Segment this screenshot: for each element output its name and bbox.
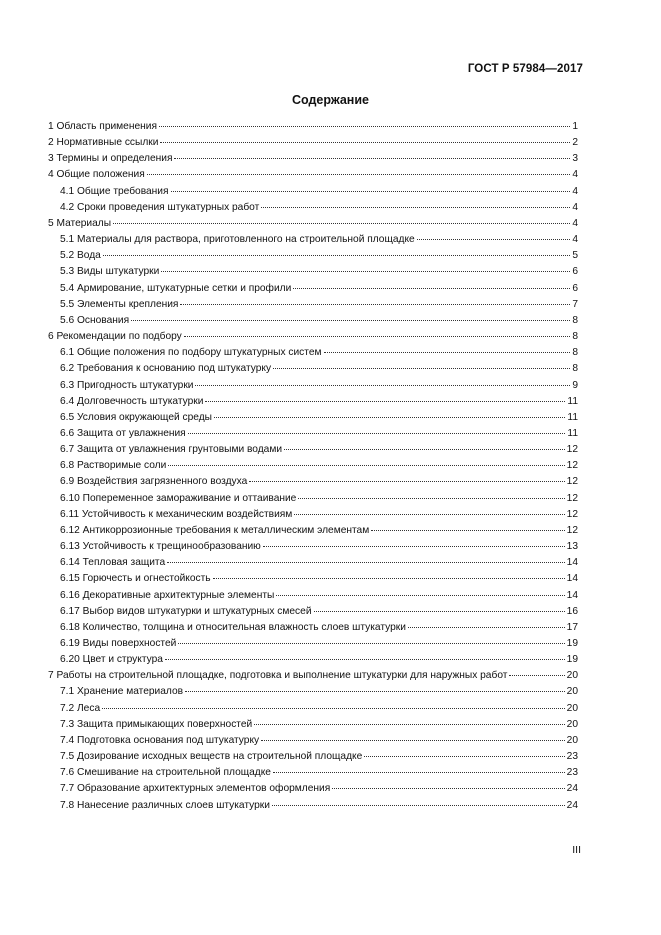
toc-entry-label: 1 Область применения: [48, 121, 157, 132]
toc-entry: [48, 119, 578, 135]
toc-entry-page: 23: [566, 767, 578, 779]
toc-dot-leader: [171, 190, 571, 192]
toc-entry-label: 6.16 Декоративные архитектурные элементы: [60, 589, 275, 601]
toc-entry: [48, 717, 578, 733]
toc-dot-leader: [293, 287, 570, 289]
toc-dot-leader: [159, 125, 570, 127]
toc-entry-label: 6.4 Долговечность штукатурки: [60, 395, 204, 407]
toc-dot-leader: [102, 707, 565, 709]
toc-entry: [48, 620, 578, 636]
toc-entry-label: 6.7 Защита от увлажнения грунтовыми водами: [60, 444, 283, 456]
toc-entry: [48, 798, 578, 814]
toc-dot-leader: [185, 690, 565, 692]
toc-entry-label: 7.5 Дозирование исходных веществ на строительной площадке: [60, 751, 363, 763]
toc-dot-leader: [188, 432, 566, 434]
toc-entry: [48, 474, 578, 490]
toc-entry: [48, 394, 578, 410]
page-number: III: [572, 844, 581, 856]
toc-entry: [48, 507, 578, 523]
toc-entry-label: 6.14 Тепловая защита: [60, 557, 166, 569]
toc-entry: [48, 313, 578, 329]
toc-dot-leader: [509, 674, 564, 676]
toc-dot-leader: [113, 222, 570, 224]
toc-entry-page: 5: [572, 250, 578, 262]
toc-entry-label: 6.9 Воздействия загрязненного воздуха: [60, 476, 248, 488]
toc-dot-leader: [261, 206, 570, 208]
toc-dot-leader: [284, 448, 565, 450]
toc-entry: [48, 329, 578, 345]
toc-entry-label: 4.2 Сроки проведения штукатурных работ: [60, 201, 260, 213]
toc-entry-page: 4: [572, 234, 578, 246]
toc-entry-label: 7.1 Хранение материалов: [60, 686, 184, 698]
toc-entry-page: 20: [566, 686, 578, 698]
toc-entry-page: 20: [566, 702, 578, 714]
toc-entry-page: 20: [566, 734, 578, 746]
toc-entry: [48, 378, 578, 394]
toc-entry-page: 24: [566, 783, 578, 795]
toc-entry: [48, 410, 578, 426]
toc-entry-page: 4: [572, 185, 578, 197]
toc-entry: [48, 684, 578, 700]
toc-entry: [48, 135, 578, 151]
toc-entry-page: 13: [566, 541, 578, 553]
toc-dot-leader: [417, 238, 571, 240]
toc-entry-label: 7.6 Смешивание на строительной площадке: [60, 767, 271, 779]
toc-entry-page: 14: [566, 557, 578, 569]
toc-entry: [48, 281, 578, 297]
toc-entry: [48, 458, 578, 474]
toc-entry-label: 5.5 Элементы крепления: [60, 298, 179, 310]
toc-entry-page: 14: [566, 573, 578, 585]
toc-dot-leader: [272, 804, 565, 806]
toc-dot-leader: [332, 787, 564, 789]
toc-entry-label: 4 Общие положения: [48, 169, 145, 181]
toc-entry-label: 7.8 Нанесение различных слоев штукатурки: [60, 799, 270, 811]
toc-dot-leader: [298, 497, 564, 499]
toc-entry: [48, 765, 578, 781]
toc-dot-leader: [195, 384, 570, 386]
toc-entry-label: 5 Материалы: [48, 217, 112, 229]
toc-entry-label: 6.20 Цвет и структура: [60, 654, 163, 666]
toc-entry-label: 6.3 Пригодность штукатурки: [60, 379, 194, 391]
document-code: ГОСТ Р 57984—2017: [467, 63, 583, 75]
toc-entry-page: 12: [566, 508, 578, 520]
toc-entry-label: 6.17 Выбор видов штукатурки и штукатурных смесей: [60, 605, 312, 617]
toc-entry: [48, 571, 578, 587]
toc-dot-leader: [161, 270, 570, 272]
table-of-contents: [48, 119, 578, 814]
toc-entry-label: 6.11 Устойчивость к механическим воздействиям: [60, 508, 293, 520]
toc-entry: [48, 491, 578, 507]
toc-entry-page: 3: [572, 153, 578, 165]
toc-dot-leader: [147, 173, 571, 175]
toc-entry-page: 4: [572, 169, 578, 181]
toc-dot-leader: [273, 771, 565, 773]
toc-entry: [48, 297, 578, 313]
toc-entry: [48, 264, 578, 280]
toc-entry-page: 6: [572, 282, 578, 294]
toc-entry: [48, 701, 578, 717]
toc-dot-leader: [263, 545, 565, 547]
toc-entry-label: 3 Термины и определения: [48, 153, 173, 165]
toc-entry-label: 5.4 Армирование, штукатурные сетки и профили: [60, 282, 292, 294]
toc-entry-label: 6.18 Количество, толщина и относительная влажность слоев штукатурки: [60, 621, 406, 633]
toc-entry-label: 6.10 Попеременное замораживание и оттаивание: [60, 492, 297, 504]
toc-dot-leader: [261, 739, 565, 741]
page-title: Содержание: [291, 93, 369, 107]
toc-entry: [48, 668, 578, 684]
toc-entry: [48, 733, 578, 749]
toc-dot-leader: [168, 464, 564, 466]
toc-entry-page: 8: [572, 331, 578, 343]
toc-entry-page: 20: [566, 718, 578, 730]
toc-entry-page: 14: [566, 589, 578, 601]
toc-entry-label: 5.6 Основания: [60, 314, 130, 326]
toc-dot-leader: [276, 594, 564, 596]
toc-entry-page: 2: [572, 137, 578, 149]
toc-entry-label: 6.19 Виды поверхностей: [60, 638, 177, 649]
toc-entry: [48, 442, 578, 458]
toc-entry: [48, 555, 578, 571]
toc-dot-leader: [184, 335, 571, 337]
toc-entry-page: 12: [566, 476, 578, 488]
toc-entry-page: 9: [572, 379, 578, 391]
toc-entry: [48, 749, 578, 765]
toc-dot-leader: [249, 480, 564, 482]
toc-entry-label: 6.6 Защита от увлажнения: [60, 427, 186, 439]
toc-entry: [48, 426, 578, 442]
toc-entry-label: 6 Рекомендации по подбору: [48, 331, 182, 343]
toc-entry: [48, 167, 578, 183]
toc-entry-page: 11: [567, 411, 578, 423]
toc-entry: [48, 248, 578, 264]
toc-entry-label: 6.2 Требования к основанию под штукатурку: [60, 363, 272, 375]
toc-dot-leader: [314, 610, 565, 612]
toc-dot-leader: [213, 577, 565, 579]
toc-dot-leader: [371, 529, 564, 531]
toc-dot-leader: [131, 319, 570, 321]
toc-entry-label: 2 Нормативные ссылки: [48, 137, 159, 149]
toc-entry: [48, 216, 578, 232]
toc-entry-page: 24: [566, 799, 578, 811]
toc-entry: [48, 200, 578, 216]
toc-dot-leader: [103, 254, 570, 256]
toc-entry-label: 5.1 Материалы для раствора, приготовленного на строительной площадке: [60, 234, 415, 246]
toc-entry: [48, 184, 578, 200]
toc-entry: [48, 523, 578, 539]
toc-entry-page: 11: [567, 427, 578, 439]
toc-dot-leader: [174, 157, 570, 159]
toc-entry: [48, 652, 578, 668]
toc-entry-label: 6.13 Устойчивость к трещинообразованию: [60, 541, 261, 553]
toc-entry-label: 6.15 Горючесть и огнестойкость: [60, 573, 211, 585]
toc-entry: [48, 636, 578, 652]
toc-entry-page: 19: [566, 654, 578, 666]
toc-entry-page: 12: [566, 444, 578, 456]
toc-dot-leader: [167, 561, 565, 563]
toc-entry-label: 4.1 Общие требования: [60, 185, 169, 197]
toc-entry: [48, 604, 578, 620]
toc-entry: [48, 781, 578, 797]
toc-entry-label: 5.2 Вода: [60, 250, 101, 262]
toc-entry-label: 6.12 Антикоррозионные требования к металлическим элементам: [60, 524, 370, 536]
toc-dot-leader: [364, 755, 564, 757]
toc-entry-page: 12: [566, 524, 578, 536]
toc-entry-label: 7 Работы на строительной площадке, подготовка и выполнение штукатурки для наружных работ: [48, 670, 508, 682]
toc-dot-leader: [294, 513, 564, 515]
toc-dot-leader: [180, 303, 570, 305]
toc-dot-leader: [273, 367, 570, 369]
toc-entry-page: 8: [572, 347, 578, 359]
toc-entry: [48, 151, 578, 167]
toc-entry: [48, 345, 578, 361]
toc-entry-page: 4: [572, 201, 578, 213]
toc-entry: [48, 539, 578, 555]
toc-entry-label: 7.3 Защита примыкающих поверхностей: [60, 718, 253, 730]
toc-entry-page: 8: [572, 314, 578, 326]
toc-entry-label: 7.4 Подготовка основания под штукатурку: [60, 734, 260, 746]
toc-entry-page: 12: [566, 460, 578, 472]
toc-entry-label: 6.8 Растворимые соли: [60, 460, 167, 472]
toc-dot-leader: [165, 658, 565, 660]
toc-entry-page: 1: [572, 121, 578, 132]
toc-entry-page: 17: [566, 621, 578, 633]
toc-dot-leader: [324, 351, 571, 353]
toc-dot-leader: [214, 416, 565, 418]
toc-entry-label: 5.3 Виды штукатурки: [60, 266, 160, 278]
toc-dot-leader: [205, 400, 565, 402]
toc-entry-label: 7.7 Образование архитектурных элементов оформления: [60, 783, 331, 795]
toc-entry-page: 20: [566, 670, 578, 682]
toc-entry-page: 12: [566, 492, 578, 504]
toc-entry: [48, 588, 578, 604]
toc-dot-leader: [178, 642, 564, 644]
toc-entry-page: 23: [566, 751, 578, 763]
toc-entry-page: 16: [566, 605, 578, 617]
toc-entry-page: 8: [572, 363, 578, 375]
toc-entry: [48, 361, 578, 377]
toc-entry-page: 7: [572, 298, 578, 310]
toc-entry-label: 6.5 Условия окружающей среды: [60, 411, 212, 423]
toc-dot-leader: [254, 723, 564, 725]
toc-entry-label: 7.2 Леса: [60, 702, 101, 714]
toc-entry-label: 6.1 Общие положения по подбору штукатурных систем: [60, 347, 322, 359]
toc-entry-page: 4: [572, 217, 578, 229]
toc-dot-leader: [160, 141, 570, 143]
toc-entry-page: 6: [572, 266, 578, 278]
toc-entry-page: 19: [566, 638, 578, 649]
toc-entry: [48, 232, 578, 248]
toc-entry-page: 11: [567, 395, 578, 407]
toc-dot-leader: [408, 626, 565, 628]
